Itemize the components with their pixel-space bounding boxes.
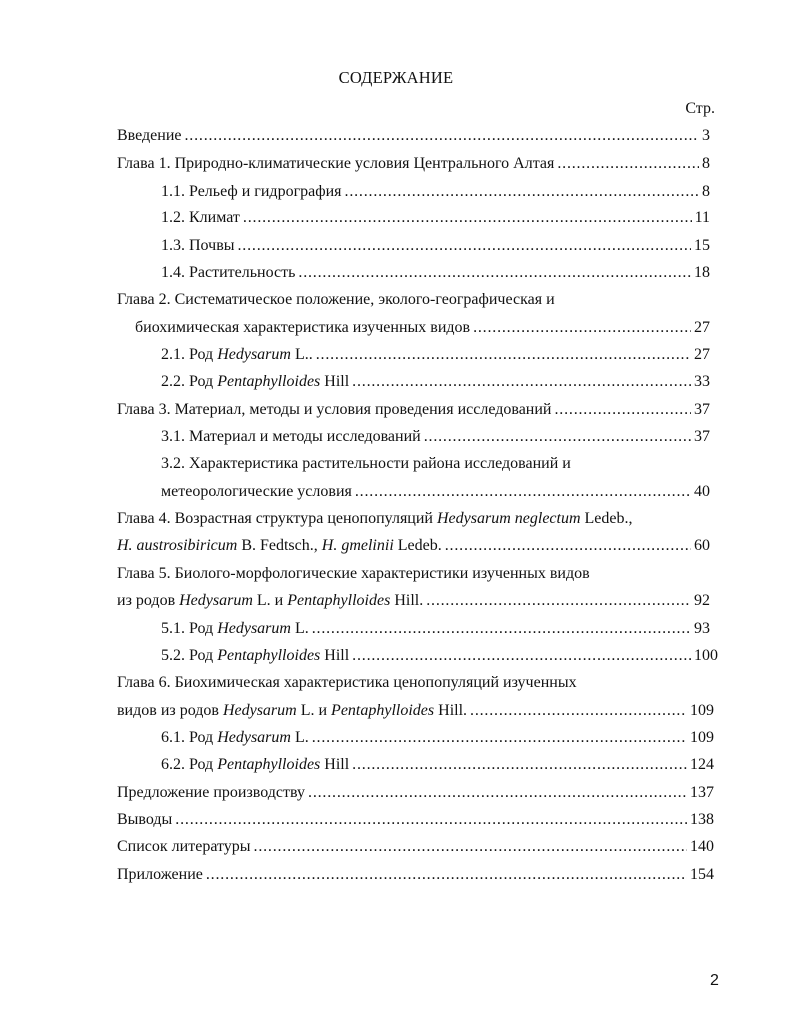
- toc-entry: Приложение . . . 154: [117, 864, 714, 886]
- toc-entry: Глава 3. Материал, методы и условия проведения исследований . . . 37: [117, 399, 710, 421]
- toc-entry: 3.2. Характеристика растительности района исследований и: [161, 455, 571, 472]
- toc-entry: 1.2. Климат . . . 11: [161, 207, 710, 229]
- toc-entry: Введение . . . 3: [117, 125, 710, 147]
- toc-entry: 3.1. Материал и методы исследований . . . 37: [161, 426, 710, 448]
- toc-entry: Глава 5. Биолого-морфологические характеристики изученных видов: [117, 565, 590, 582]
- toc-entry: 6.1. Род Hedysarum L. . . . 109: [161, 727, 714, 749]
- toc-entry: Предложение производству . . . 137: [117, 782, 714, 804]
- toc-entry: 5.2. Род Pentaphylloides Hill . . . 100: [161, 645, 718, 667]
- toc-entry: биохимическая характеристика изученных видов . . . 27: [135, 317, 710, 339]
- toc-entry: 2.1. Род Hedysarum L.. . . . 27: [161, 344, 710, 366]
- toc-entry: Список литературы . . . 140: [117, 836, 714, 858]
- toc-entry: Глава 4. Возрастная структура ценопопуляций Hedysarum neglectum Ledeb.,: [117, 510, 633, 527]
- toc-entry: 1.3. Почвы . . . 15: [161, 235, 710, 257]
- toc-entry: 6.2. Род Pentaphylloides Hill . . . 124: [161, 754, 714, 776]
- page-number: 2: [710, 972, 719, 989]
- toc-entry: 1.4. Растительность . . . 18: [161, 262, 710, 284]
- toc-entry: видов из родов Hedysarum L. и Pentaphylloides Hill. . . . 109: [117, 700, 714, 722]
- toc-entry: 1.1. Рельеф и гидрография . . . 8: [161, 181, 710, 203]
- toc-entry: Глава 6. Биохимическая характеристика ценопопуляций изученных: [117, 674, 577, 691]
- page-title: СОДЕРЖАНИЕ: [338, 68, 454, 87]
- toc-entry: метеорологические условия . . . 40: [161, 481, 710, 503]
- toc-entry: из родов Hedysarum L. и Pentaphylloides Hill. . . . 92: [117, 590, 710, 612]
- toc-entry: 2.2. Род Pentaphylloides Hill . . . 33: [161, 371, 710, 393]
- toc-entry: Выводы . . . 138: [117, 809, 714, 831]
- page-column-label: Стр.: [685, 100, 715, 117]
- toc-entry: Глава 1. Природно-климатические условия Центрального Алтая . . . 8: [117, 153, 710, 175]
- toc-entry: H. austrosibiricum B. Fedtsch., H. gmelinii Ledeb. . . . 60: [117, 535, 710, 557]
- toc-entry: Глава 2. Систематическое положение, эколого-географическая и: [117, 291, 555, 308]
- toc-entry: 5.1. Род Hedysarum L. . . . 93: [161, 618, 710, 640]
